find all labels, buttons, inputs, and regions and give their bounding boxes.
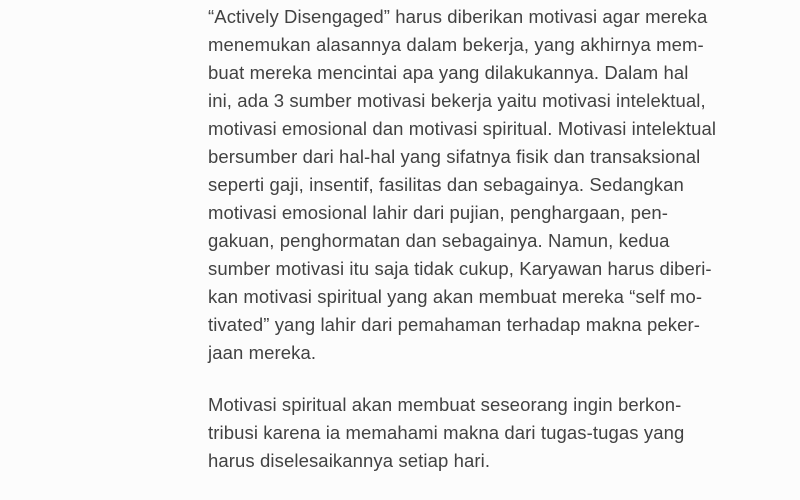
text-line: buat mereka mencintai apa yang dilakukannya. Dalam hal xyxy=(208,62,689,83)
text-line: menemukan alasannya dalam bekerja, yang akhirnya mem- xyxy=(208,34,704,55)
text-line: ini, ada 3 sumber motivasi bekerja yaitu motivasi intelektual, xyxy=(208,90,706,111)
paragraph-2 xyxy=(208,391,748,475)
text-line: harus diselesaikannya setiap hari. xyxy=(208,450,491,471)
text-line: seperti gaji, insentif, fasilitas dan sebagainya. Sedangkan xyxy=(208,174,684,195)
text-line: kan motivasi spiritual yang akan membuat mereka “self mo- xyxy=(208,286,703,307)
paragraph-1 xyxy=(208,0,748,367)
text-line: bersumber dari hal-hal yang sifatnya fisik dan transaksional xyxy=(208,146,701,167)
body-text xyxy=(208,0,748,475)
text-line: gakuan, penghormatan dan sebagainya. Namun, kedua xyxy=(208,230,670,251)
text-line: jaan mereka. xyxy=(208,342,317,363)
text-line: motivasi emosional lahir dari pujian, penghargaan, pen- xyxy=(208,202,669,223)
text-line: Motivasi spiritual akan membuat seseorang ingin berkon- xyxy=(208,394,682,415)
text-line: tivated” yang lahir dari pemahaman terhadap makna peker- xyxy=(208,314,701,335)
text-line: sumber motivasi itu saja tidak cukup, Karyawan harus diberi- xyxy=(208,258,712,279)
text-line: motivasi emosional dan motivasi spiritual. Motivasi intelektual xyxy=(208,118,717,139)
text-line: “Actively Disengaged” harus diberikan motivasi agar mereka xyxy=(208,6,708,27)
text-line: tribusi karena ia memahami makna dari tugas-tugas yang xyxy=(208,422,685,443)
